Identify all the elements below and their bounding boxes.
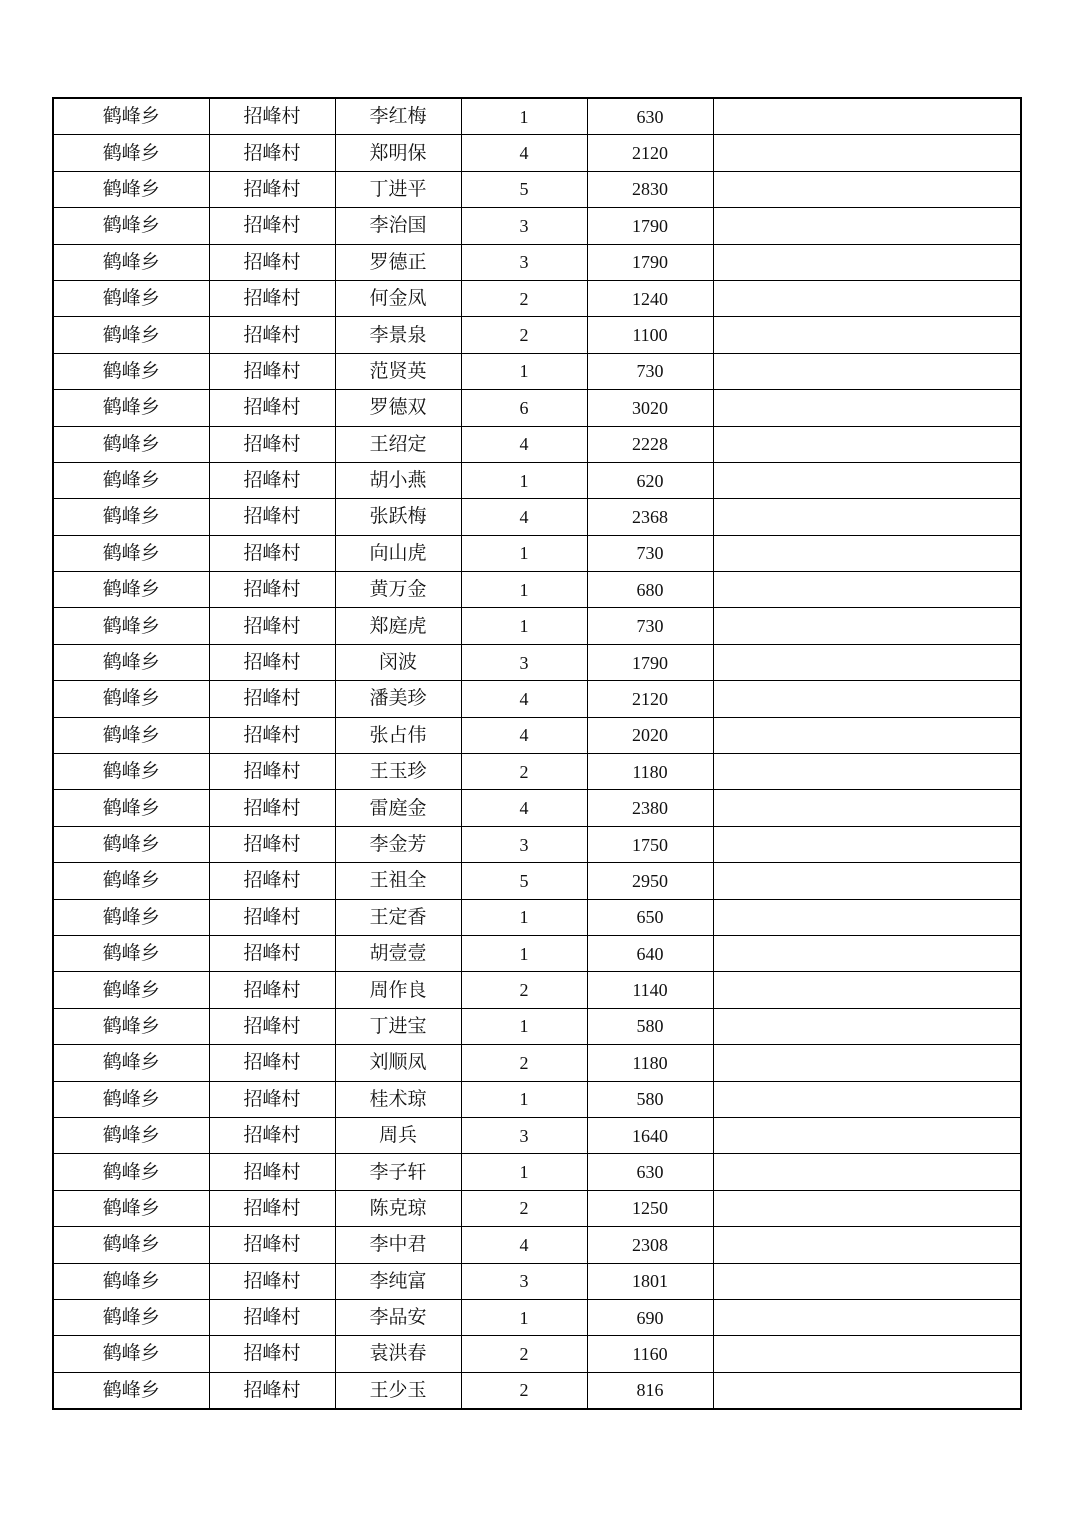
count-cell: 2 (461, 1336, 587, 1372)
township-cell: 鹤峰乡 (53, 98, 209, 135)
name-cell: 王定香 (335, 899, 461, 935)
township-cell: 鹤峰乡 (53, 1117, 209, 1153)
table-row (53, 826, 1021, 862)
amount-cell: 2368 (587, 499, 713, 535)
village-cell: 招峰村 (209, 935, 335, 971)
amount-cell: 1801 (587, 1263, 713, 1299)
amount-cell: 816 (587, 1372, 713, 1409)
remark-cell (713, 681, 1021, 717)
amount-cell: 1790 (587, 644, 713, 680)
amount-cell: 1100 (587, 317, 713, 353)
amount-cell: 2020 (587, 717, 713, 753)
name-cell: 桂术琼 (335, 1081, 461, 1117)
count-cell: 2 (461, 1372, 587, 1409)
remark-cell (713, 754, 1021, 790)
name-cell: 李品安 (335, 1299, 461, 1335)
amount-cell: 1180 (587, 1045, 713, 1081)
village-cell: 招峰村 (209, 863, 335, 899)
village-cell: 招峰村 (209, 754, 335, 790)
count-cell: 4 (461, 1227, 587, 1263)
township-cell: 鹤峰乡 (53, 681, 209, 717)
count-cell: 2 (461, 1190, 587, 1226)
count-cell: 1 (461, 572, 587, 608)
remark-cell (713, 1190, 1021, 1226)
remark-cell (713, 1336, 1021, 1372)
remark-cell (713, 972, 1021, 1008)
township-cell: 鹤峰乡 (53, 1154, 209, 1190)
count-cell: 3 (461, 244, 587, 280)
count-cell: 1 (461, 98, 587, 135)
village-cell: 招峰村 (209, 280, 335, 316)
remark-cell (713, 572, 1021, 608)
name-cell: 罗德正 (335, 244, 461, 280)
village-cell: 招峰村 (209, 353, 335, 389)
name-cell: 何金凤 (335, 280, 461, 316)
remark-cell (713, 1045, 1021, 1081)
village-cell: 招峰村 (209, 681, 335, 717)
village-cell: 招峰村 (209, 1227, 335, 1263)
table-row (53, 1045, 1021, 1081)
count-cell: 1 (461, 535, 587, 571)
remark-cell (713, 1008, 1021, 1044)
name-cell: 李红梅 (335, 98, 461, 135)
remark-cell (713, 863, 1021, 899)
table-row (53, 1263, 1021, 1299)
name-cell: 向山虎 (335, 535, 461, 571)
name-cell: 周作良 (335, 972, 461, 1008)
table-row (53, 899, 1021, 935)
township-cell: 鹤峰乡 (53, 499, 209, 535)
remark-cell (713, 935, 1021, 971)
name-cell: 李纯富 (335, 1263, 461, 1299)
remark-cell (713, 426, 1021, 462)
remark-cell (713, 244, 1021, 280)
table-row (53, 717, 1021, 753)
count-cell: 2 (461, 1045, 587, 1081)
township-cell: 鹤峰乡 (53, 1045, 209, 1081)
amount-cell: 1790 (587, 208, 713, 244)
amount-cell: 2950 (587, 863, 713, 899)
amount-cell: 2308 (587, 1227, 713, 1263)
township-cell: 鹤峰乡 (53, 390, 209, 426)
table-row (53, 608, 1021, 644)
name-cell: 王玉珍 (335, 754, 461, 790)
count-cell: 1 (461, 1081, 587, 1117)
table-row (53, 98, 1021, 135)
village-cell: 招峰村 (209, 1299, 335, 1335)
township-cell: 鹤峰乡 (53, 754, 209, 790)
count-cell: 1 (461, 1299, 587, 1335)
amount-cell: 640 (587, 935, 713, 971)
name-cell: 刘顺凤 (335, 1045, 461, 1081)
name-cell: 丁进平 (335, 171, 461, 207)
table-row (53, 1081, 1021, 1117)
amount-cell: 2830 (587, 171, 713, 207)
township-cell: 鹤峰乡 (53, 280, 209, 316)
township-cell: 鹤峰乡 (53, 935, 209, 971)
amount-cell: 630 (587, 1154, 713, 1190)
remark-cell (713, 1117, 1021, 1153)
name-cell: 胡小燕 (335, 462, 461, 498)
remark-cell (713, 98, 1021, 135)
name-cell: 袁洪春 (335, 1336, 461, 1372)
data-table (52, 97, 1022, 1410)
remark-cell (713, 1299, 1021, 1335)
name-cell: 周兵 (335, 1117, 461, 1153)
township-cell: 鹤峰乡 (53, 1372, 209, 1409)
township-cell: 鹤峰乡 (53, 1008, 209, 1044)
village-cell: 招峰村 (209, 1190, 335, 1226)
table-row (53, 171, 1021, 207)
name-cell: 罗德双 (335, 390, 461, 426)
count-cell: 4 (461, 790, 587, 826)
township-cell: 鹤峰乡 (53, 790, 209, 826)
township-cell: 鹤峰乡 (53, 1263, 209, 1299)
count-cell: 4 (461, 681, 587, 717)
table-row (53, 1336, 1021, 1372)
name-cell: 李子轩 (335, 1154, 461, 1190)
village-cell: 招峰村 (209, 1154, 335, 1190)
amount-cell: 1180 (587, 754, 713, 790)
name-cell: 范贤英 (335, 353, 461, 389)
table-row (53, 353, 1021, 389)
name-cell: 雷庭金 (335, 790, 461, 826)
village-cell: 招峰村 (209, 1008, 335, 1044)
amount-cell: 630 (587, 98, 713, 135)
amount-cell: 580 (587, 1008, 713, 1044)
name-cell: 王祖全 (335, 863, 461, 899)
table-row (53, 972, 1021, 1008)
table-row (53, 1227, 1021, 1263)
village-cell: 招峰村 (209, 171, 335, 207)
remark-cell (713, 790, 1021, 826)
township-cell: 鹤峰乡 (53, 717, 209, 753)
village-cell: 招峰村 (209, 390, 335, 426)
table-row (53, 863, 1021, 899)
remark-cell (713, 317, 1021, 353)
remark-cell (713, 135, 1021, 171)
township-cell: 鹤峰乡 (53, 1299, 209, 1335)
count-cell: 1 (461, 462, 587, 498)
table-row (53, 462, 1021, 498)
table-row (53, 1117, 1021, 1153)
count-cell: 3 (461, 826, 587, 862)
name-cell: 胡壹壹 (335, 935, 461, 971)
amount-cell: 2120 (587, 681, 713, 717)
name-cell: 李金芳 (335, 826, 461, 862)
township-cell: 鹤峰乡 (53, 1190, 209, 1226)
table-row (53, 135, 1021, 171)
table-body (53, 98, 1021, 1409)
amount-cell: 650 (587, 899, 713, 935)
table-row (53, 1008, 1021, 1044)
village-cell: 招峰村 (209, 208, 335, 244)
count-cell: 4 (461, 499, 587, 535)
remark-cell (713, 608, 1021, 644)
township-cell: 鹤峰乡 (53, 826, 209, 862)
township-cell: 鹤峰乡 (53, 208, 209, 244)
table-row (53, 754, 1021, 790)
remark-cell (713, 717, 1021, 753)
village-cell: 招峰村 (209, 244, 335, 280)
table-row (53, 1190, 1021, 1226)
count-cell: 1 (461, 1154, 587, 1190)
remark-cell (713, 353, 1021, 389)
table-row (53, 499, 1021, 535)
table-row (53, 1154, 1021, 1190)
village-cell: 招峰村 (209, 826, 335, 862)
name-cell: 王少玉 (335, 1372, 461, 1409)
village-cell: 招峰村 (209, 426, 335, 462)
table-row (53, 572, 1021, 608)
table-row (53, 280, 1021, 316)
amount-cell: 1240 (587, 280, 713, 316)
remark-cell (713, 535, 1021, 571)
township-cell: 鹤峰乡 (53, 972, 209, 1008)
township-cell: 鹤峰乡 (53, 426, 209, 462)
name-cell: 郑明保 (335, 135, 461, 171)
remark-cell (713, 390, 1021, 426)
amount-cell: 680 (587, 572, 713, 608)
amount-cell: 1140 (587, 972, 713, 1008)
count-cell: 1 (461, 899, 587, 935)
name-cell: 李中君 (335, 1227, 461, 1263)
table-row (53, 208, 1021, 244)
village-cell: 招峰村 (209, 717, 335, 753)
name-cell: 张跃梅 (335, 499, 461, 535)
count-cell: 1 (461, 1008, 587, 1044)
count-cell: 2 (461, 317, 587, 353)
count-cell: 5 (461, 171, 587, 207)
remark-cell (713, 208, 1021, 244)
amount-cell: 1160 (587, 1336, 713, 1372)
count-cell: 4 (461, 426, 587, 462)
amount-cell: 620 (587, 462, 713, 498)
remark-cell (713, 899, 1021, 935)
table-row (53, 317, 1021, 353)
count-cell: 2 (461, 280, 587, 316)
amount-cell: 730 (587, 608, 713, 644)
township-cell: 鹤峰乡 (53, 644, 209, 680)
remark-cell (713, 499, 1021, 535)
remark-cell (713, 1372, 1021, 1409)
township-cell: 鹤峰乡 (53, 1336, 209, 1372)
table-row (53, 790, 1021, 826)
count-cell: 1 (461, 935, 587, 971)
table-row (53, 644, 1021, 680)
amount-cell: 1790 (587, 244, 713, 280)
village-cell: 招峰村 (209, 972, 335, 1008)
township-cell: 鹤峰乡 (53, 572, 209, 608)
table-row (53, 244, 1021, 280)
village-cell: 招峰村 (209, 1045, 335, 1081)
count-cell: 5 (461, 863, 587, 899)
table-row (53, 390, 1021, 426)
remark-cell (713, 1227, 1021, 1263)
remark-cell (713, 1154, 1021, 1190)
amount-cell: 3020 (587, 390, 713, 426)
village-cell: 招峰村 (209, 1117, 335, 1153)
name-cell: 闵波 (335, 644, 461, 680)
table-row (53, 535, 1021, 571)
amount-cell: 2380 (587, 790, 713, 826)
township-cell: 鹤峰乡 (53, 1227, 209, 1263)
name-cell: 李景泉 (335, 317, 461, 353)
count-cell: 1 (461, 608, 587, 644)
township-cell: 鹤峰乡 (53, 171, 209, 207)
township-cell: 鹤峰乡 (53, 317, 209, 353)
township-cell: 鹤峰乡 (53, 863, 209, 899)
name-cell: 王绍定 (335, 426, 461, 462)
village-cell: 招峰村 (209, 644, 335, 680)
name-cell: 张占伟 (335, 717, 461, 753)
name-cell: 李治国 (335, 208, 461, 244)
amount-cell: 730 (587, 535, 713, 571)
village-cell: 招峰村 (209, 1081, 335, 1117)
count-cell: 3 (461, 208, 587, 244)
township-cell: 鹤峰乡 (53, 353, 209, 389)
count-cell: 2 (461, 972, 587, 1008)
township-cell: 鹤峰乡 (53, 462, 209, 498)
count-cell: 1 (461, 353, 587, 389)
amount-cell: 1750 (587, 826, 713, 862)
amount-cell: 580 (587, 1081, 713, 1117)
count-cell: 6 (461, 390, 587, 426)
remark-cell (713, 462, 1021, 498)
amount-cell: 1640 (587, 1117, 713, 1153)
table-row (53, 1299, 1021, 1335)
township-cell: 鹤峰乡 (53, 1081, 209, 1117)
remark-cell (713, 171, 1021, 207)
township-cell: 鹤峰乡 (53, 244, 209, 280)
count-cell: 2 (461, 754, 587, 790)
count-cell: 3 (461, 1117, 587, 1153)
table-row (53, 1372, 1021, 1409)
count-cell: 3 (461, 644, 587, 680)
count-cell: 3 (461, 1263, 587, 1299)
table-row (53, 681, 1021, 717)
name-cell: 陈克琼 (335, 1190, 461, 1226)
name-cell: 郑庭虎 (335, 608, 461, 644)
village-cell: 招峰村 (209, 135, 335, 171)
village-cell: 招峰村 (209, 1372, 335, 1409)
township-cell: 鹤峰乡 (53, 899, 209, 935)
name-cell: 丁进宝 (335, 1008, 461, 1044)
amount-cell: 2120 (587, 135, 713, 171)
amount-cell: 2228 (587, 426, 713, 462)
name-cell: 潘美珍 (335, 681, 461, 717)
remark-cell (713, 280, 1021, 316)
amount-cell: 1250 (587, 1190, 713, 1226)
township-cell: 鹤峰乡 (53, 135, 209, 171)
count-cell: 4 (461, 717, 587, 753)
table-row (53, 426, 1021, 462)
name-cell: 黄万金 (335, 572, 461, 608)
township-cell: 鹤峰乡 (53, 535, 209, 571)
amount-cell: 730 (587, 353, 713, 389)
remark-cell (713, 1263, 1021, 1299)
village-cell: 招峰村 (209, 899, 335, 935)
table-row (53, 935, 1021, 971)
village-cell: 招峰村 (209, 572, 335, 608)
village-cell: 招峰村 (209, 608, 335, 644)
village-cell: 招峰村 (209, 462, 335, 498)
township-cell: 鹤峰乡 (53, 608, 209, 644)
village-cell: 招峰村 (209, 499, 335, 535)
village-cell: 招峰村 (209, 1336, 335, 1372)
village-cell: 招峰村 (209, 98, 335, 135)
village-cell: 招峰村 (209, 1263, 335, 1299)
amount-cell: 690 (587, 1299, 713, 1335)
village-cell: 招峰村 (209, 317, 335, 353)
count-cell: 4 (461, 135, 587, 171)
remark-cell (713, 644, 1021, 680)
remark-cell (713, 826, 1021, 862)
village-cell: 招峰村 (209, 790, 335, 826)
remark-cell (713, 1081, 1021, 1117)
village-cell: 招峰村 (209, 535, 335, 571)
